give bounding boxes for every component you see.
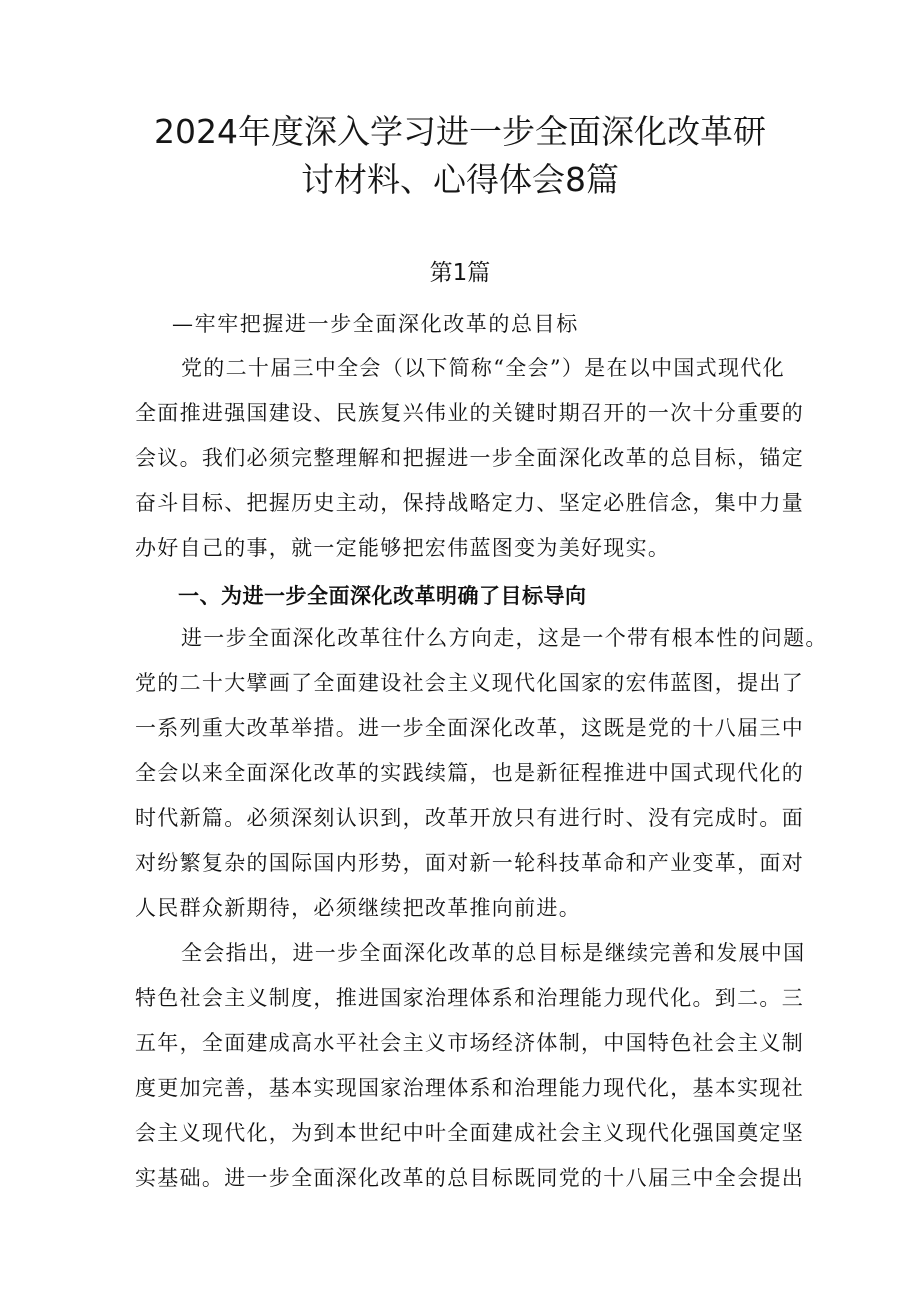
document-title-line-1: 2024年度深入学习进一步全面深化改革研 [154,112,766,151]
document-title-line-2: 讨材料、心得体会8篇 [301,160,619,199]
paragraph-2-line: 一系列重大改革举措。进一步全面深化改革，这既是党的十八届三中 [135,716,804,740]
paragraph-3-line: 会主义现代化，为到本世纪中叶全面建成社会主义现代化强国奠定坚 [135,1121,804,1145]
paragraph-2-line: 党的二十大擘画了全面建设社会主义现代化国家的宏伟蓝图，提出了 [135,671,804,695]
paragraph-3-line: 特色社会主义制度，推进国家治理体系和治理能力现代化。到二。三 [135,986,804,1010]
paragraph-2-line: 时代新篇。必须深刻认识到，改革开放只有进行时、没有完成时。面 [135,806,804,830]
paragraph-2-line: 全会以来全面深化改革的实践续篇，也是新征程推进中国式现代化的 [135,761,804,785]
subtitle: —牢牢把握进一步全面深化改革的总目标 [172,312,579,336]
paragraph-3-line: 实基础。进一步全面深化改革的总目标既同党的十八届三中全会提出 [135,1166,804,1190]
paragraph-3-line: 全会指出，进一步全面深化改革的总目标是继续完善和发展中国 [181,941,806,965]
paragraph-2-line: 进一步全面深化改革往什么方向走，这是一个带有根本性的问题。 [181,626,828,650]
part-heading: 第1篇 [429,260,491,286]
paragraph-3-line: 五年，全面建成高水平社会主义市场经济体制，中国特色社会主义制 [135,1031,804,1055]
paragraph-1-line: 办好自己的事，就一定能够把宏伟蓝图变为美好现实。 [135,536,671,560]
paragraph-1-line: 会议。我们必须完整理解和把握进一步全面深化改革的总目标，锚定 [135,446,804,470]
section-heading: 一、为进一步全面深化改革明确了目标导向 [178,584,587,608]
paragraph-2-line: 对纷繁复杂的国际国内形势，面对新一轮科技革命和产业变革，面对 [135,851,804,875]
paragraph-2-line: 人民群众新期待，必须继续把改革推向前进。 [135,896,581,920]
paragraph-1-line: 党的二十届三中全会（以下简称“全会”）是在以中国式现代化 [181,356,785,380]
paragraph-1-line: 奋斗目标、把握历史主动，保持战略定力、坚定必胜信念，集中力量 [135,491,804,515]
paragraph-1-line: 全面推进强国建设、民族复兴伟业的关键时期召开的一次十分重要的 [135,401,804,425]
paragraph-3-line: 度更加完善，基本实现国家治理体系和治理能力现代化，基本实现社 [135,1076,804,1100]
